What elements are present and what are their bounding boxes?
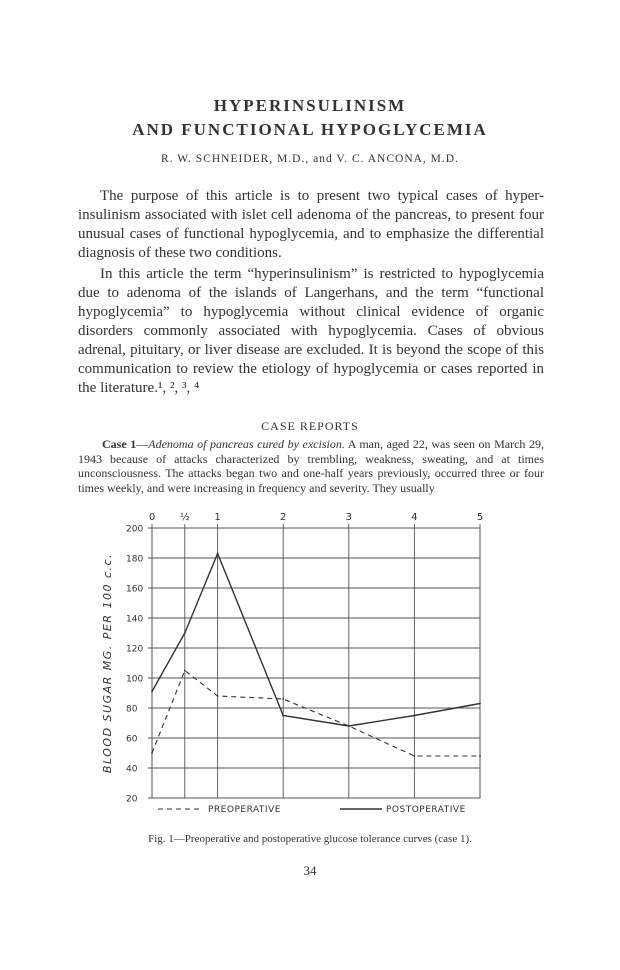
postoperative-point	[414, 715, 416, 717]
glucose-tolerance-chart	[100, 508, 510, 828]
y-tick-label: 120	[126, 644, 144, 655]
postoperative-point	[151, 691, 153, 693]
y-tick-label: 40	[126, 764, 138, 775]
x-tick-label: 2	[280, 512, 287, 523]
preoperative-point	[184, 670, 186, 672]
postoperative-point	[479, 703, 481, 705]
postoperative-point	[348, 725, 350, 727]
postoperative-line	[152, 554, 480, 727]
y-tick-label: 60	[126, 734, 138, 745]
y-tick-label: 100	[126, 674, 144, 685]
preoperative-point	[151, 752, 153, 754]
preoperative-point	[414, 755, 416, 757]
x-tick-label: 3	[345, 512, 352, 523]
x-tick-label: 5	[476, 512, 484, 523]
preoperative-point	[282, 698, 284, 700]
y-tick-label: 140	[126, 614, 144, 625]
case1-title: Adenoma of pancreas cured by excision.	[148, 437, 345, 451]
x-tick-label: 0	[148, 512, 156, 523]
case1-text: A man, aged 22, was seen on March 29, 1943 because of attacks characterized by trembling, weakness, sweating, and at times unconsciousness. The attacks began two and one-half years previously, occurred three or four times weekly, and were increasing in frequency and severity. They usually	[78, 437, 544, 495]
case1-dash: —	[136, 437, 149, 451]
article-title-line1: HYPERINSULINISM	[213, 96, 407, 115]
postoperative-point	[217, 553, 219, 555]
paragraph-intro: The purpose of this article is to present two typical cases of hyper-insulinism associated with islet cell adenoma of the pancreas, to present four unusual cases of functional hypoglycemia, and to emphasize the differential diagnosis of these two conditions.	[78, 188, 544, 261]
x-tick-label: ½	[179, 512, 190, 523]
paragraph-definitions: In this article the term “hyperinsulinism” is restricted to hypoglycemia due to adenoma of the islands of Langerhans, and the term “functional hypoglycemia” to hypoglycemia without clinical evidence of organic disorders commonly associated with hypoglycemia. Cases of obvious adrenal, pituitary, or liver disease are excluded. It is beyond the scope of this communication to review the etiology of hypoglycemia or cases reported in the literature.¹, ², ³, ⁴	[78, 266, 544, 396]
case1-label: Case 1	[102, 437, 137, 451]
preoperative-point	[479, 755, 481, 757]
preoperative-line	[152, 671, 480, 757]
y-tick-label: 200	[126, 524, 144, 535]
case1-paragraph	[78, 437, 544, 495]
legend-postoperative-label: POSTOPERATIVE	[386, 805, 466, 815]
page-number: 34	[303, 863, 317, 878]
postoperative-point	[282, 715, 284, 717]
y-tick-label: 20	[126, 794, 138, 805]
x-tick-label: 1	[214, 512, 221, 523]
postoperative-point	[184, 632, 186, 634]
y-axis-label: BLOOD SUGAR MG. PER 100 c.c.	[101, 552, 114, 774]
article-title-line2: AND FUNCTIONAL HYPOGLYCEMIA	[132, 120, 488, 139]
y-tick-label: 80	[126, 704, 138, 715]
plot-frame	[152, 528, 480, 798]
figure-caption: Fig. 1—Preoperative and postoperative glucose tolerance curves (case 1).	[148, 833, 472, 845]
y-tick-label: 160	[126, 584, 144, 595]
x-tick-label: 4	[411, 512, 418, 523]
authors: R. W. SCHNEIDER, M.D., and V. C. ANCONA, M.D.	[161, 153, 459, 165]
legend-preoperative-label: PREOPERATIVE	[208, 805, 281, 815]
y-tick-label: 180	[126, 554, 144, 565]
preoperative-point	[217, 695, 219, 697]
case-reports-heading: CASE REPORTS	[261, 419, 359, 433]
